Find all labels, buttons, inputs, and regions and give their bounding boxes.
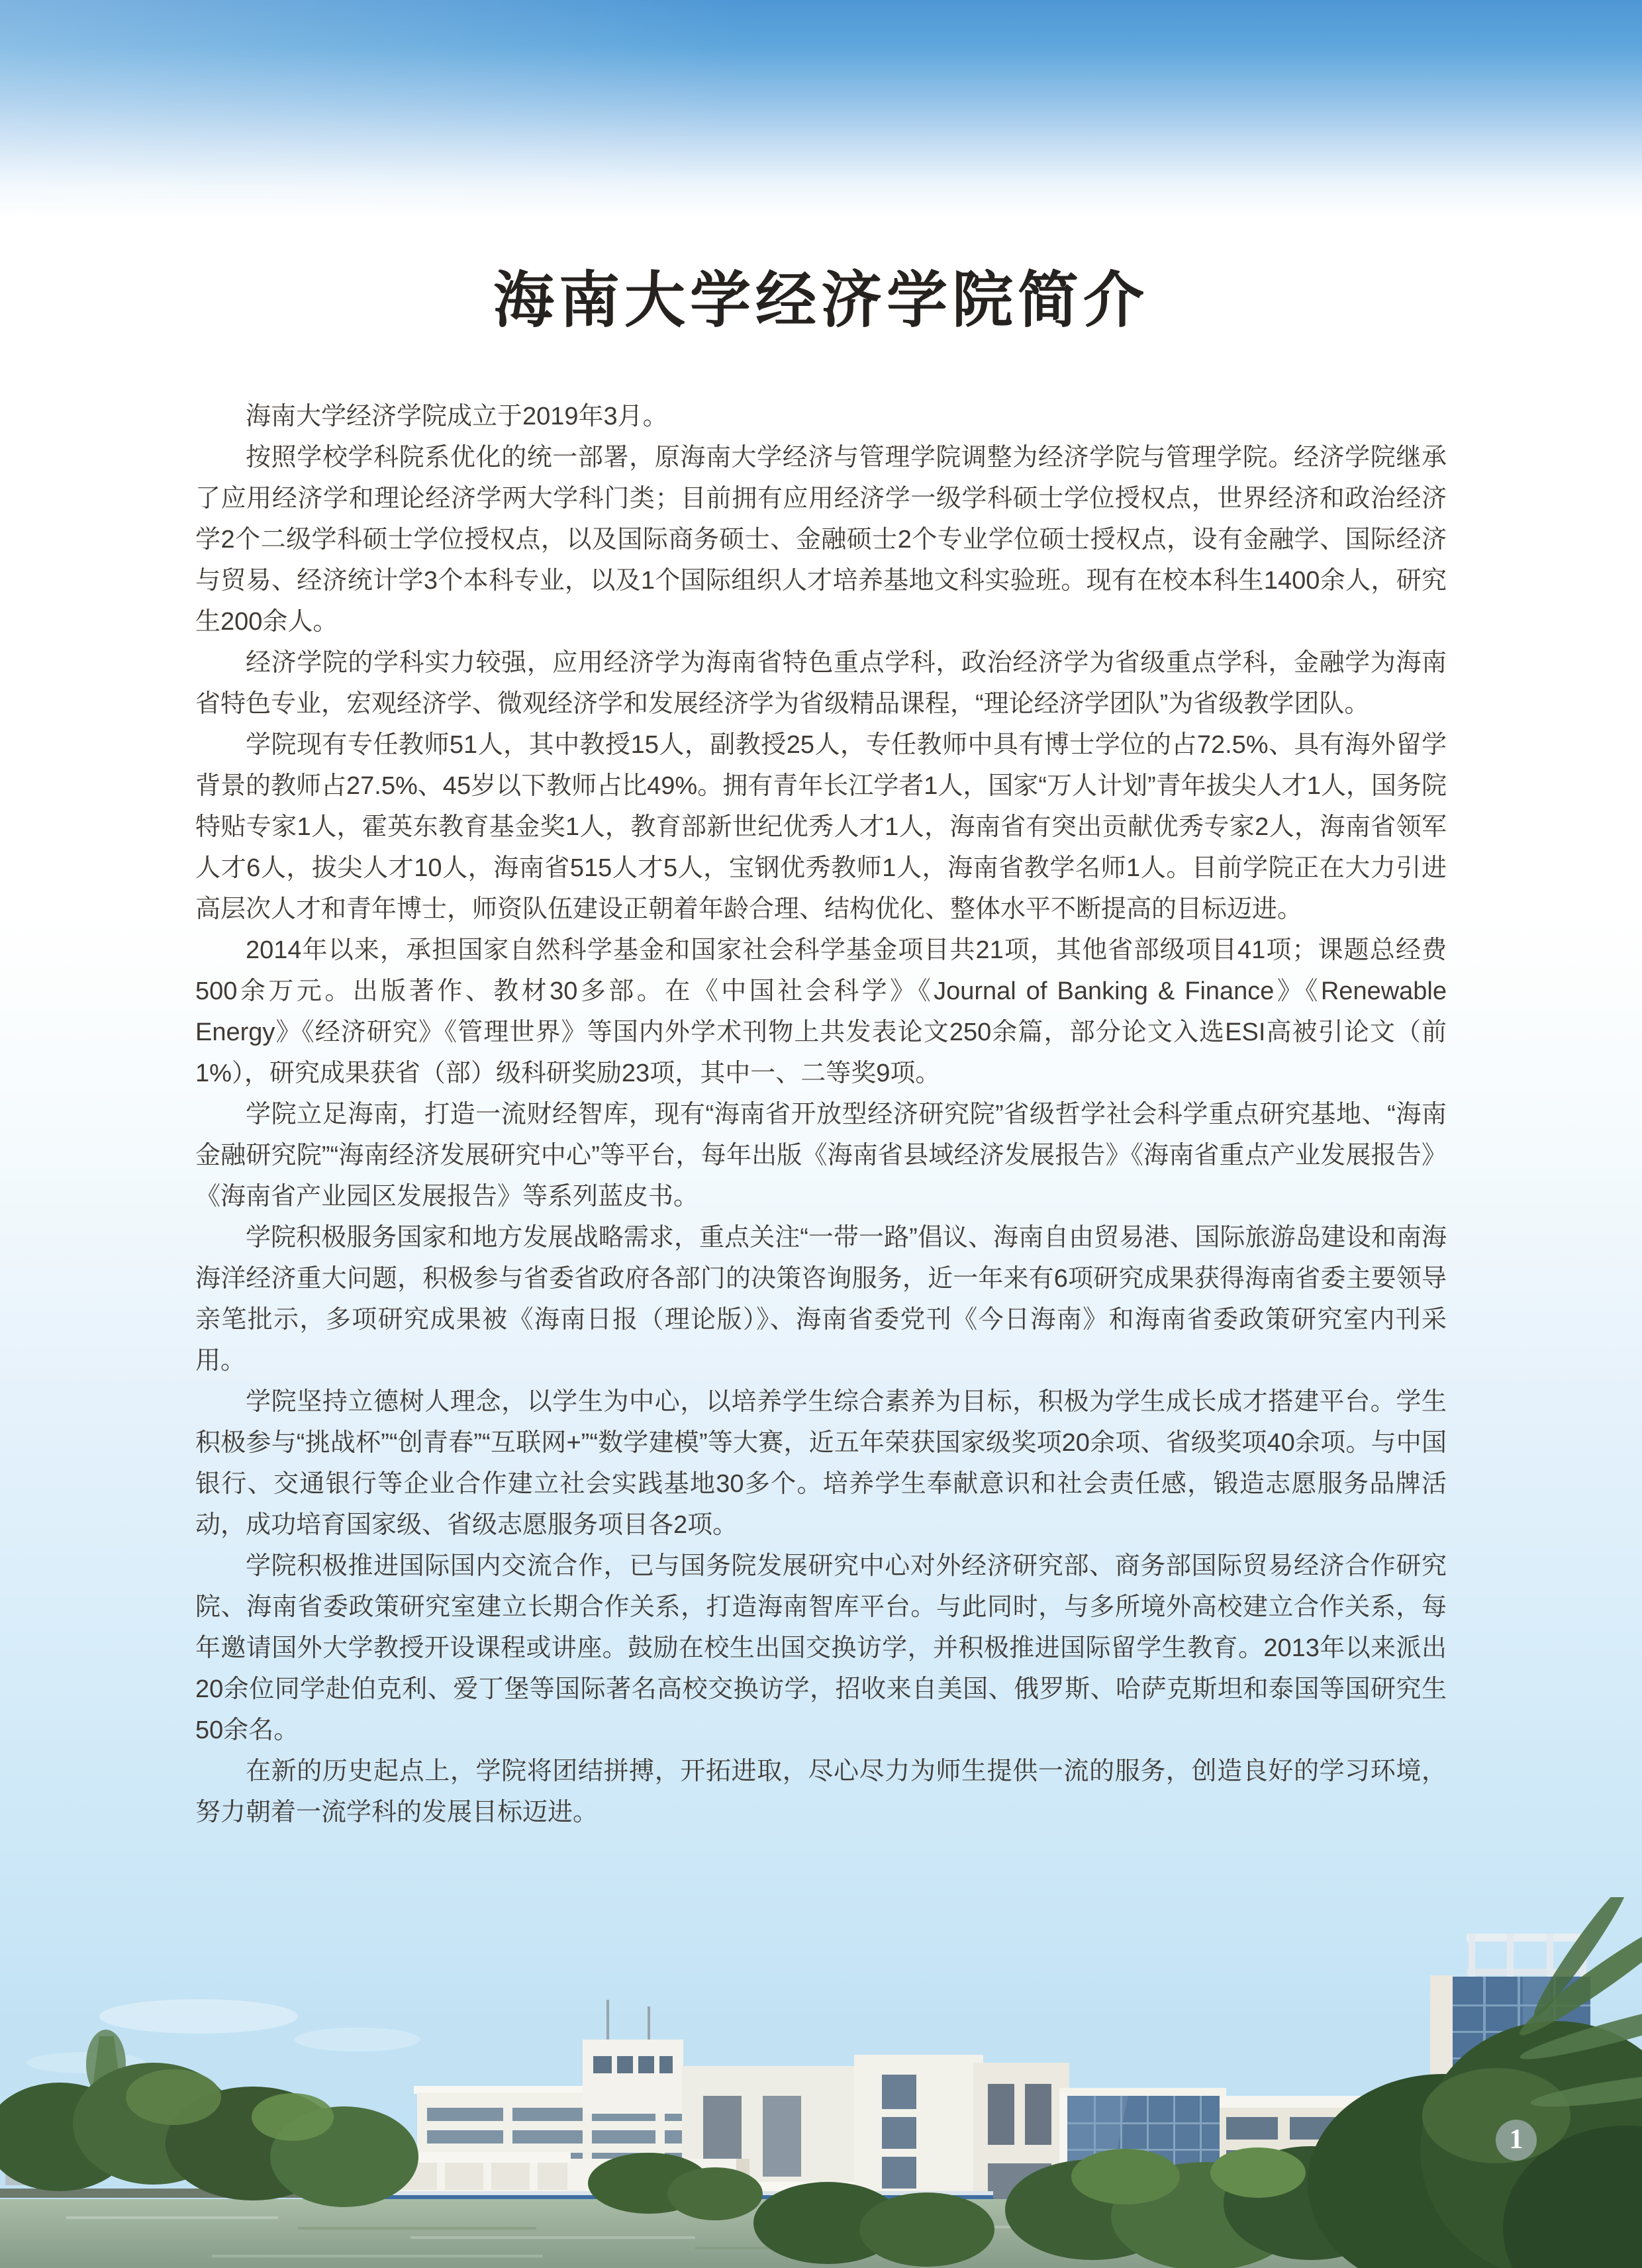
intro-paragraph-5: 2014年以来，承担国家自然科学基金和国家社会科学基金项目共21项，其他省部级项目41项；课题总经费500余万元。出版著作、教材30多部。在《中国社会科学》《Journal of Banking & Finance》《Renewable Energy》《经济研究》《管理世界》等国内外学术刊物上共发表论文250余篇，部分论文入选ESI高被引论文（前1%），研究成果获省（部）级科研奖励23项，其中一、二等奖9项。 [195, 936, 1447, 1087]
intro-paragraph-4: 学院现有专任教师51人，其中教授15人，副教授25人，专任教师中具有博士学位的占72.5%、具有海外留学背景的教师占27.5%、45岁以下教师占比49%。拥有青年长江学者1人，国家“万人计划”青年拔尖人才1人，国务院特贴专家1人，霍英东教育基金奖1人，教育部新世纪优秀人才1人，海南省有突出贡献优秀专家2人，海南省领军人才6人，拔尖人才10人，海南省515人才5人，宝钢优秀教师1人，海南省教学名师1人。目前学院正在大力引进高层次人才和青年博士，师资队伍建设正朝着年龄合理、结构优化、整体水平不断提高的目标迈进。 [195, 731, 1447, 923]
campus-photo [0, 1897, 1642, 2268]
intro-paragraph-6: 学院立足海南，打造一流财经智库，现有“海南省开放型经济研究院”省级哲学社会科学重点研究基地、“海南金融研究院”“海南经济发展研究中心”等平台，每年出版《海南省县域经济发展报告》《海南省重点产业发展报告》《海南省产业园区发展报告》等系列蓝皮书。 [195, 1101, 1447, 1210]
intro-text [195, 396, 1447, 1833]
page-title: 海南大学经济学院简介 [493, 267, 1149, 334]
photo-sky-clouds [26, 1999, 420, 2073]
intro-paragraph-1: 海南大学经济学院成立于2019年3月。 [246, 403, 668, 430]
intro-paragraph-9: 学院积极推进国际国内交流合作，已与国务院发展研究中心对外经济研究部、商务部国际贸易经济合作研究院、海南省委政策研究室建立长期合作关系，打造海南智库平台。与此同时，与多所境外高校建立合作关系，每年邀请国外大学教授开设课程或讲座。鼓励在校生出国交换访学，并积极推进国际留学生教育。2013年以来派出20余位同学赴伯克利、爱丁堡等国际著名高校交换访学，招收来自美国、俄罗斯、哈萨克斯坦和泰国等国研究生50余名。 [195, 1552, 1447, 1744]
intro-paragraph-7: 学院积极服务国家和地方发展战略需求，重点关注“一带一路”倡议、海南自由贸易港、国际旅游岛建设和南海海洋经济重大问题，积极参与省委省政府各部门的决策咨询服务，近一年来有6项研究成果获得海南省委主要领导亲笔批示，多项研究成果被《海南日报（理论版）》、海南省委党刊《今日海南》和海南省委政策研究室内刊采用。 [195, 1224, 1447, 1375]
intro-paragraph-10: 在新的历史起点上，学院将团结拼搏，开拓进取，尽心尽力为师生提供一流的服务，创造良好的学习环境，努力朝着一流学科的发展目标迈进。 [195, 1757, 1447, 1826]
page-content [195, 252, 1447, 1833]
intro-paragraph-3: 经济学院的学科实力较强，应用经济学为海南省特色重点学科，政治经济学为省级重点学科，金融学为海南省特色专业，宏观经济学、微观经济学和发展经济学为省级精品课程，“理论经济学团队”为省级教学团队。 [195, 649, 1447, 718]
intro-paragraph-2: 按照学校学科院系优化的统一部署，原海南大学经济与管理学院调整为经济学院与管理学院。经济学院继承了应用经济学和理论经济学两大学科门类；目前拥有应用经济学一级学科硕士学位授权点，世界经济和政治经济学2个二级学科硕士学位授权点，以及国际商务硕士、金融硕士2个专业学位硕士授权点，设有金融学、国际经济与贸易、经济统计学3个本科专业，以及1个国际组织人才培养基地文科实验班。现有在校本科生1400余人，研究生200余人。 [195, 444, 1447, 636]
page-number-badge [1496, 2120, 1537, 2161]
sky-gradient-band [0, 0, 1642, 212]
intro-paragraph-8: 学院坚持立德树人理念，以学生为中心，以培养学生综合素养为目标，积极为学生成长成才搭建平台。学生积极参与“挑战杯”“创青春”“互联网+”“数学建模”等大赛，近五年荣获国家级奖项20余项、省级奖项40余项。与中国银行、交通银行等企业合作建立社会实践基地30多个。培养学生奉献意识和社会责任感，锻造志愿服务品牌活动，成功培育国家级、省级志愿服务项目各2项。 [195, 1388, 1447, 1539]
page-number: 1 [1509, 2124, 1523, 2155]
